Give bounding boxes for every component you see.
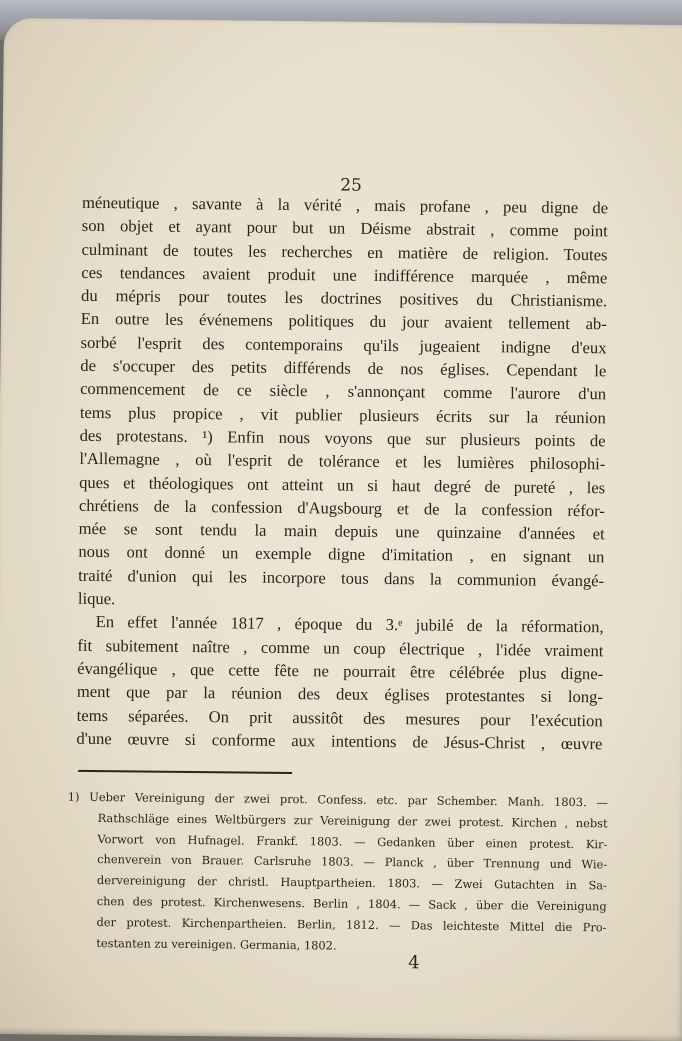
text-line: son objet et ayant pour but un Déisme abstrait , comme point bbox=[81, 216, 608, 241]
text-line: ques et théologiques ont atteint un si haut degré de pureté , les bbox=[79, 472, 606, 497]
text-line: du mépris pour toutes les doctrines positives du Christianisme. bbox=[80, 286, 608, 311]
text-line: d'une œuvre si conforme aux intentions de Jésus-Christ , œuvre bbox=[76, 728, 603, 754]
footnote-separator bbox=[78, 770, 292, 774]
text-line: fit subitement naître , comme un coup électrique , l'idée vraiment bbox=[77, 635, 604, 660]
footnote-line: der protest. Kirchenpartheien. Berlin, 1812. — Das leichteste Mittel die Pro- bbox=[96, 914, 607, 935]
text-line: nous ont donné un exemple digne d'imitation , en signant un bbox=[78, 542, 605, 567]
page-number: 25 bbox=[340, 175, 363, 196]
body-text bbox=[76, 191, 608, 756]
text-line: des protestans. ¹) Enfin nous voyons que sur plusieurs points de bbox=[79, 425, 606, 451]
text-line: sorbé l'esprit des contemporains qu'ils jugeaient indigne d'eux bbox=[80, 332, 607, 358]
footnote-line: testanten zu vereinigen. Germania, 1802. bbox=[96, 935, 337, 953]
footnote-line: dervereinigung der christl. Hauptpartheien. 1803. — Zwei Gutachten in Sa- bbox=[96, 873, 608, 893]
text-line: ment que par la réunion des deux églises protestantes si long- bbox=[76, 682, 604, 707]
footnote-line: Rathschläge eines Weltbürgers zur Vereinigung der zwei protest. Kirchen , nebst bbox=[97, 810, 608, 831]
footnote-line: 1) Ueber Vereinigung der zwei prot. Confess. etc. par Schember. Manh. 1803. — bbox=[67, 789, 608, 810]
text-line: chrétiens de la confession d'Augsbourg et de la confession réfor- bbox=[78, 495, 605, 521]
text-line: l'Allemagne , où l'esprit de tolérance et les lumières philosophi- bbox=[79, 449, 606, 474]
text-line: commencement de ce siècle , s'annonçant comme l'aurore d'un bbox=[80, 379, 607, 404]
footnote-line: Vorwort von Hufnagel. Frankf. 1803. — Gedanken über einen protest. Kir- bbox=[97, 831, 608, 851]
footnote-line: chenverein von Brauer. Carlsruhe 1803. — Planck , über Trennung und Wie- bbox=[97, 852, 608, 872]
text-line: méneutique , savante à la vérité , mais profane , peu digne de bbox=[81, 192, 609, 218]
text-line: traité d'union qui les incorpore tous dans la communion évangé- bbox=[78, 565, 605, 591]
text-line: En outre les événemens politiques du jour avaient tellement ab- bbox=[80, 309, 607, 334]
footnotes bbox=[66, 787, 608, 959]
text-line: tems séparées. On prit aussitôt des mesures pour l'exécution bbox=[76, 705, 603, 730]
signature-mark: 4 bbox=[408, 952, 420, 974]
text-line: mée se sont tendu la main depuis une quinzaine d'années et bbox=[78, 518, 605, 544]
footnote-line: chen des protest. Kirchenwesens. Berlin , 1804. — Sack , über die Vereinigung bbox=[96, 894, 607, 914]
text-line: culminant de toutes les recherches en matière de religion. Toutes bbox=[81, 239, 608, 264]
book-page bbox=[0, 18, 682, 1041]
text-line: lique. bbox=[77, 588, 116, 609]
text-line: tems plus propice , vit publier plusieurs écrits sur la réunion bbox=[79, 402, 606, 427]
text-line: de s'occuper des petits différends de nos églises. Cependant le bbox=[80, 355, 607, 381]
text-line: En effet l'année 1817 , époque du 3.ᵉ jubilé de la réformation, bbox=[95, 612, 604, 637]
text-line: ces tendances avaient produit une indifférence marquée , même bbox=[81, 262, 608, 288]
text-line: évangélique , que cette fête ne pourrait être célébrée plus digne- bbox=[77, 658, 604, 684]
